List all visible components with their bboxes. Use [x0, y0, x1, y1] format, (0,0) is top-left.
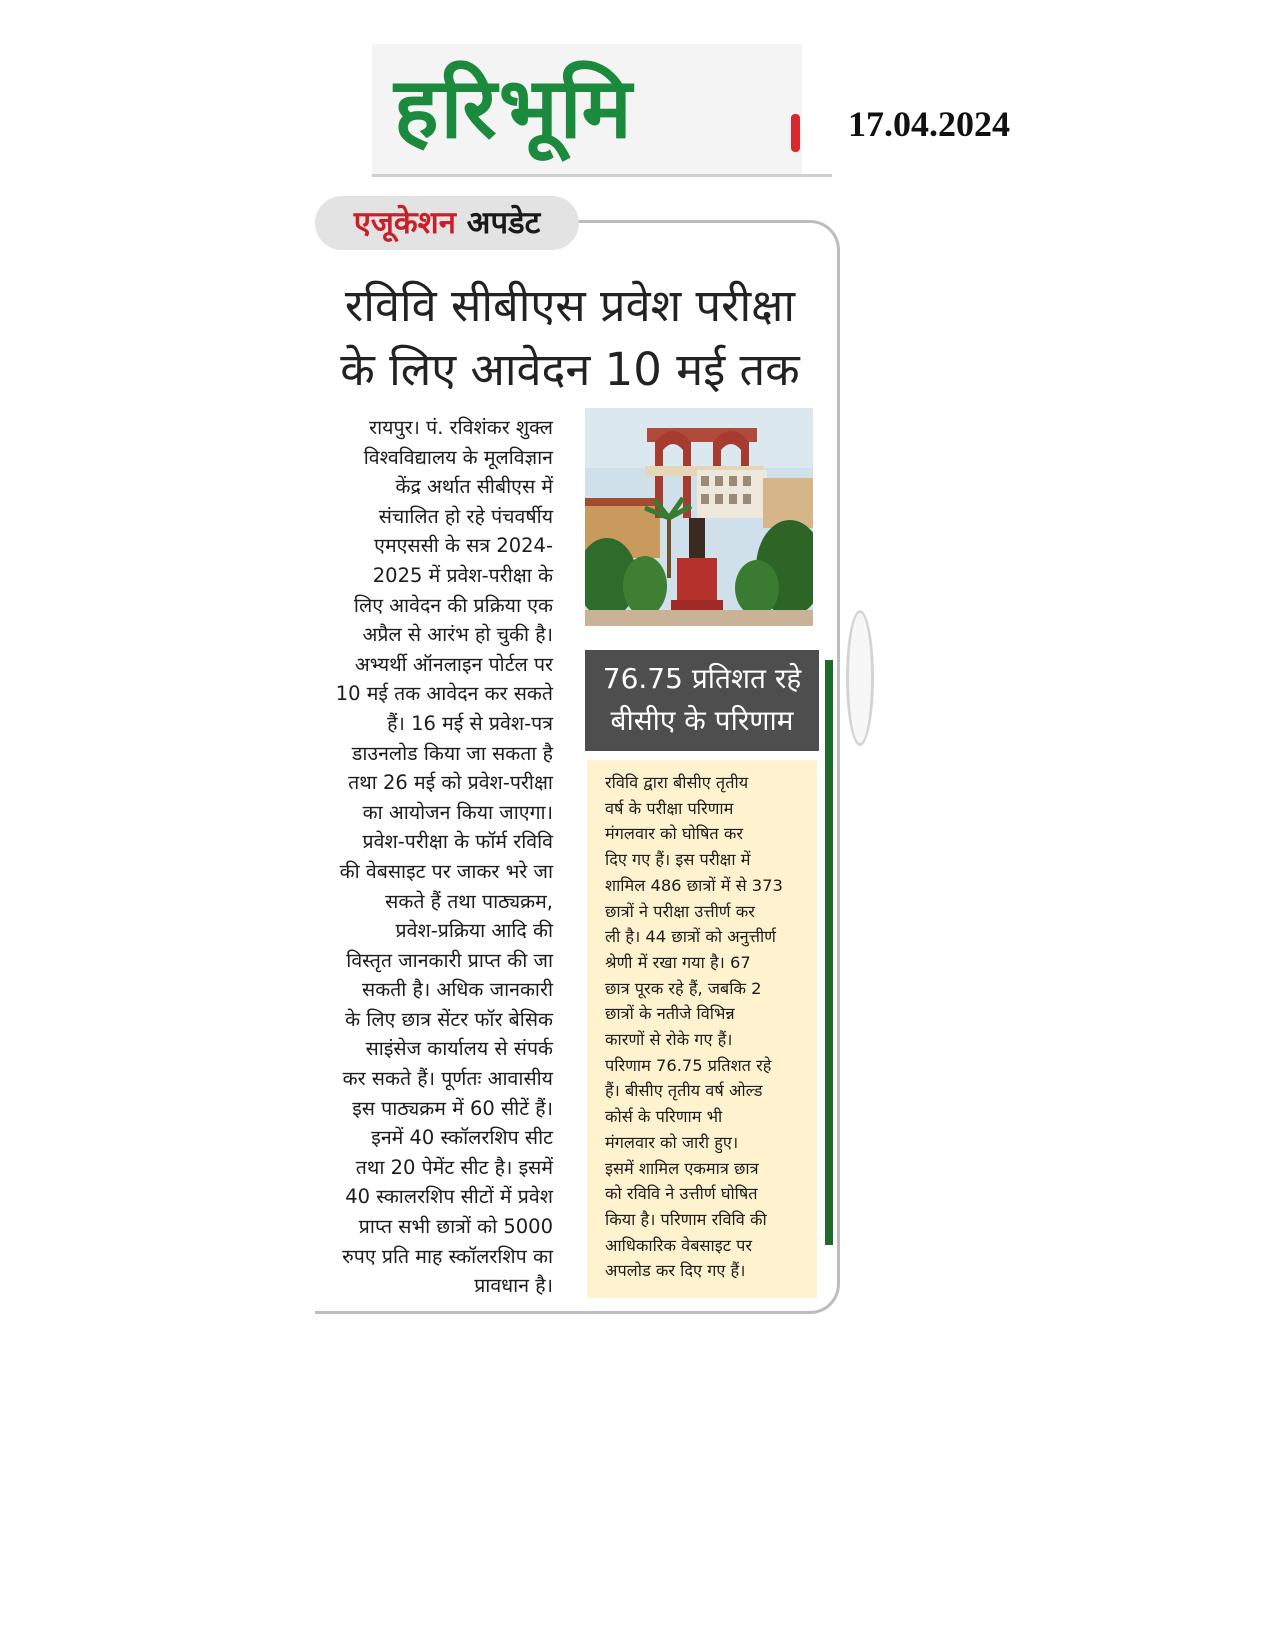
sidebar-body-line: अपलोड कर दिए गए हैं। [605, 1261, 746, 1281]
sidebar-body-line: छात्र पूरक रहे हैं, जबकि 2 [605, 978, 762, 998]
article-body-line: प्रवेश-परीक्षा के फॉर्म रविवि [362, 830, 553, 854]
sidebar-body [605, 770, 805, 1284]
article-body-line: के लिए छात्र सेंटर फॉर बेसिक [345, 1007, 553, 1031]
article-body-line: साइंसेज कार्यालय से संपर्क [365, 1037, 553, 1061]
article-body-line: रुपए प्रति माह स्कॉलरशिप का [342, 1244, 553, 1268]
article-body-line: सकते हैं तथा पाठ्यक्रम, [385, 889, 553, 913]
sidebar-body-line: कोर्स के परिणाम भी [605, 1107, 723, 1127]
article-body-line: इनमें 40 स्कॉलरशिप सीट [371, 1126, 553, 1150]
article-body-line: तथा 20 पेमेंट सीट है। इसमें [355, 1155, 553, 1179]
sidebar-body-line: कारणों से रोके गए हैं। [605, 1030, 733, 1050]
sidebar-body-line: ली है। 44 छात्रों को अनुत्तीर्ण [605, 927, 776, 947]
article-body-line: का आयोजन किया जाएगा। [362, 800, 553, 824]
article-body-line: रायपुर। पं. रविशंकर शुक्ल [369, 416, 553, 439]
sidebar-body-line: मंगलवार को जारी हुए। [605, 1132, 739, 1152]
publication-date: 17.04.2024 [848, 104, 1010, 144]
masthead-name: हरिभूमि [394, 59, 634, 157]
sidebar-body-line: हैं। बीसीए तृतीय वर्ष ओल्ड [605, 1081, 763, 1101]
article-body-line: प्रावधान है। [474, 1274, 553, 1298]
article-body-line: विश्वविद्यालय के मूलविज्ञान [363, 445, 553, 469]
headline-line-2: के लिए आवेदन 10 मई तक [340, 343, 800, 396]
article-body-line: अप्रैल से आरंभ हो चुकी है। [362, 623, 553, 647]
article-body-line: हैं। 16 मई से प्रवेश-पत्र [387, 711, 553, 735]
page-edge-ornament [846, 610, 874, 746]
university-photo [585, 408, 813, 626]
article-body-line: 2025 में प्रवेश-परीक्षा के [372, 563, 553, 587]
sidebar-body-line: शामिल 486 छात्रों में से 373 [605, 875, 783, 895]
sidebar-headline-line-1: 76.75 प्रतिशत रहे [602, 662, 802, 695]
sidebar-body-line: वर्ष के परीक्षा परिणाम [605, 798, 734, 818]
sidebar-headline [585, 650, 819, 751]
sidebar-headline-line-2: बीसीए के परिणाम [610, 704, 794, 737]
article-body-line: की वेबसाइट पर जाकर भरे जा [339, 859, 553, 883]
masthead-logo [372, 44, 802, 174]
article-body-line: डाउनलोड किया जा सकता है [351, 741, 553, 765]
article-body-line: संचालित हो रहे पंचवर्षीय [378, 504, 553, 528]
kicker-part-1: एजूकेशन [353, 205, 456, 241]
article-body-line: अभ्यर्थी ऑनलाइन पोर्टल पर [354, 652, 553, 676]
sidebar-body-line: छात्रों ने परीक्षा उत्तीर्ण कर [605, 901, 755, 921]
sidebar-body-line: मंगलवार को घोषित कर [605, 824, 744, 844]
sidebar-body-line: किया है। परिणाम रविवि की [605, 1209, 767, 1229]
article-body-line: केंद्र अर्थात सीबीएस में [395, 475, 553, 499]
sidebar-body-line: छात्रों के नतीजे विभिन्न [605, 1004, 735, 1024]
article-body-line: 40 स्कालरशिप सीटों में प्रवेश [345, 1185, 553, 1209]
article-body-line: सकती है। अधिक जानकारी [362, 978, 553, 1002]
article-body-line: एमएससी के सत्र 2024- [374, 534, 553, 558]
article-body-line: प्रवेश-प्रक्रिया आदि की [395, 919, 553, 943]
sidebar-body-line: दिए गए हैं। इस परीक्षा में [605, 850, 751, 870]
sidebar-accent-bar [825, 660, 833, 1245]
sidebar-body-line: रविवि द्वारा बीसीए तृतीय [605, 773, 749, 792]
article-headline [320, 274, 820, 402]
article-body [313, 413, 553, 1301]
section-kicker [315, 196, 579, 250]
article-body-line: तथा 26 मई को प्रवेश-परीक्षा [348, 771, 553, 795]
headline-line-1: रविवि सीबीएस प्रवेश परीक्षा [344, 279, 796, 332]
masthead-red-mark [791, 114, 800, 152]
sidebar-body-line: श्रेणी में रखा गया है। 67 [605, 952, 751, 972]
article-body-line: इस पाठ्यक्रम में 60 सीटें हैं। [352, 1096, 553, 1120]
article-body-line: प्राप्त सभी छात्रों को 5000 [358, 1215, 553, 1239]
article-body-line: 10 मई तक आवेदन कर सकते [335, 682, 553, 706]
kicker-part-2: अपडेट [466, 205, 541, 241]
masthead-divider [372, 174, 832, 177]
sidebar-body-line: को रविवि ने उत्तीर्ण घोषित [605, 1184, 758, 1204]
article-body-line: विस्तृत जानकारी प्राप्त की जा [346, 948, 553, 972]
article-body-line: लिए आवेदन की प्रक्रिया एक [353, 593, 553, 617]
sidebar-body-line: इसमें शामिल एकमात्र छात्र [605, 1158, 759, 1178]
sidebar-body-line: परिणाम 76.75 प्रतिशत रहे [605, 1055, 772, 1075]
sidebar-body-line: आधिकारिक वेबसाइट पर [605, 1235, 753, 1255]
article-body-line: कर सकते हैं। पूर्णतः आवासीय [342, 1067, 553, 1091]
university-photo-illustration [585, 408, 813, 626]
